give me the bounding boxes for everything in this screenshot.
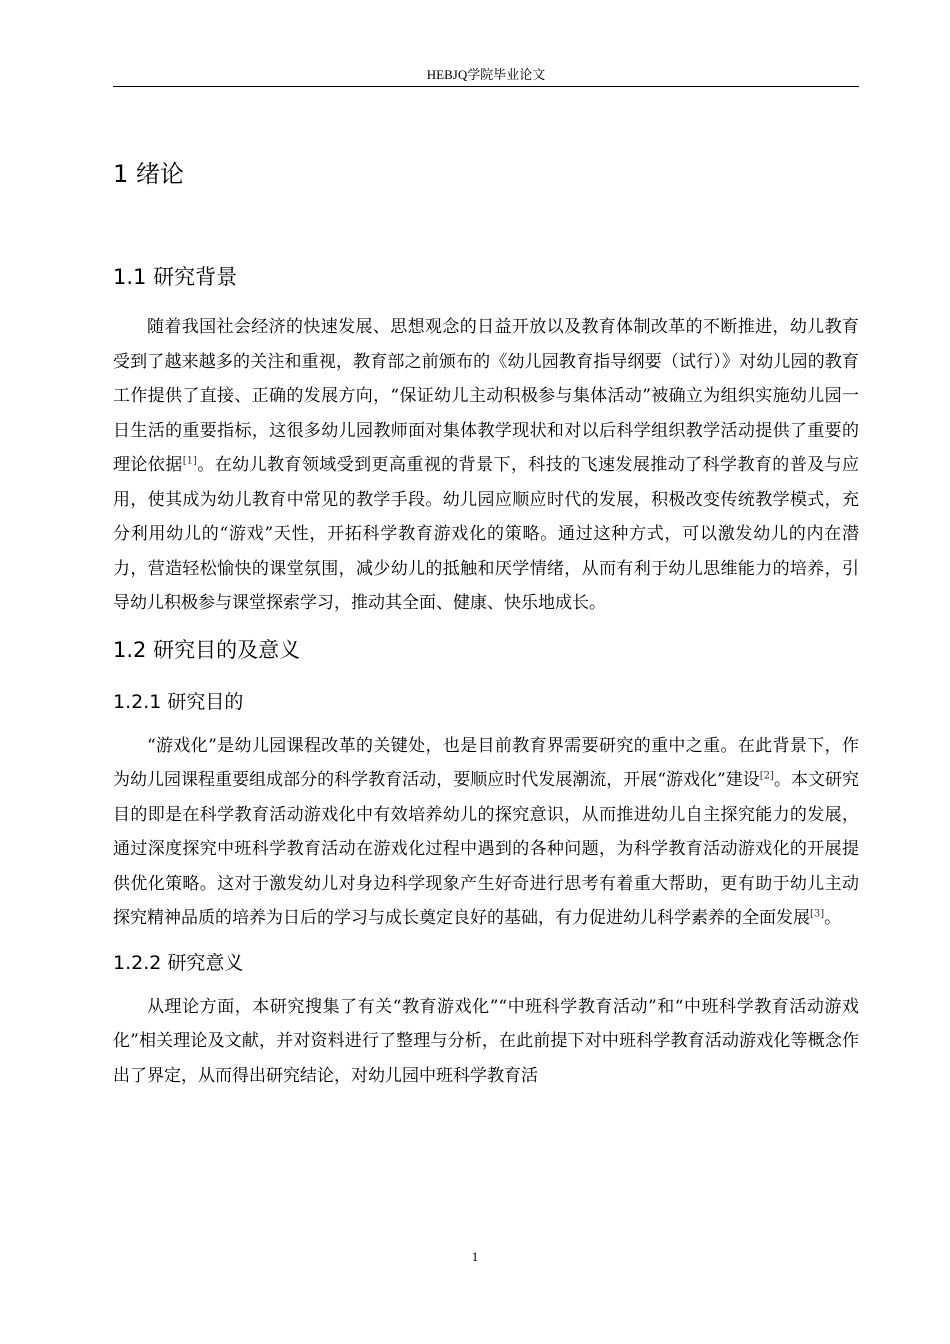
paragraph-research-background xyxy=(113,310,859,621)
spacer xyxy=(113,198,859,258)
page-content xyxy=(113,150,859,1093)
subsection-title-1-2-2: 1.2.2 研究意义 xyxy=(113,951,244,974)
spacer xyxy=(113,980,859,990)
spacer xyxy=(113,296,859,310)
spacer xyxy=(113,719,859,729)
paragraph-research-purpose xyxy=(113,729,859,936)
citation-3: [3] xyxy=(810,908,825,920)
paragraph-text: 随着我国社会经济的快速发展、思想观念的日益开放以及教育体制改革的不断推进，幼儿教育受到了越来越多的关注和重视，教育部之前颁布的《幼儿园教育指导纲要（试行）》对幼儿园的教育工作提供了直接、正确的发展方向，“保证幼儿主动积极参与集体活动”被确立为组织实施幼儿园一日生活的重要指标，这很多幼儿园教师面对集体教学现状和对以后科学组织教学活动提供了重要的理论依据 xyxy=(113,317,859,475)
section-title-1-2: 1.2 研究目的及意义 xyxy=(113,637,301,662)
page-number: 1 xyxy=(471,1249,479,1264)
header-rule xyxy=(113,86,859,87)
citation-1: [1] xyxy=(182,455,197,467)
paragraph-text: “游戏化”是幼儿园课程改革的关键处，也是目前教育界需要研究的重中之重。在此背景下，作为幼儿园课程重要组成部分的科学教育活动，要顺应时代发展潮流，开展“游戏化”建设 xyxy=(113,735,859,790)
running-header: HEBJQ学院毕业论文 xyxy=(426,67,546,82)
paragraph-text: 。在幼儿教育领域受到更高重视的背景下，科技的飞速发展推动了科学教育的普及与应用，使其成为幼儿教育中常见的教学手段。幼儿园应顺应时代的发展，积极改变传统教学模式，充分利用幼儿的“游戏”天性，开拓科学教育游戏化的策略。通过这种方式，可以激发幼儿的内在潜力，营造轻松愉快的课堂氛围，减少幼儿的抵触和厌学情绪，从而有利于幼儿思维能力的培养，引导幼儿积极参与课堂探索学习，推动其全面、健康、快乐地成长。 xyxy=(113,455,860,613)
spacer xyxy=(113,669,859,685)
citation-2: [2] xyxy=(759,770,774,782)
spacer xyxy=(113,621,859,631)
subsection-title-1-2-1: 1.2.1 研究目的 xyxy=(113,690,244,713)
chapter-title: 1 绪论 xyxy=(113,160,184,188)
paragraph-text: 。 xyxy=(824,908,842,928)
spacer xyxy=(113,936,859,946)
paragraph-text: 。本文研究目的即是在科学教育活动游戏化中有效培养幼儿的探究意识，从而推进幼儿自主探究能力的发展，通过深度探究中班科学教育活动在游戏化过程中遇到的各种问题，为科学教育活动游戏化的开展提供优化策略。这对于激发幼儿对身边科学现象产生好奇进行思考有着重大帮助，更有助于幼儿主动探究精神品质的培养为日后的学习与成长奠定良好的基础，有力促进幼儿科学素养的全面发展 xyxy=(113,770,860,928)
section-title-1-1: 1.1 研究背景 xyxy=(113,265,238,289)
paragraph-research-significance: 从理论方面，本研究搜集了有关“教育游戏化”“中班科学教育活动”和“中班科学教育活动游戏化”相关理论及文献，并对资料进行了整理与分析，在此前提下对中班科学教育活动游戏化等概念作出了界定，从而得出研究结论，对幼儿园中班科学教育活 xyxy=(113,996,859,1086)
